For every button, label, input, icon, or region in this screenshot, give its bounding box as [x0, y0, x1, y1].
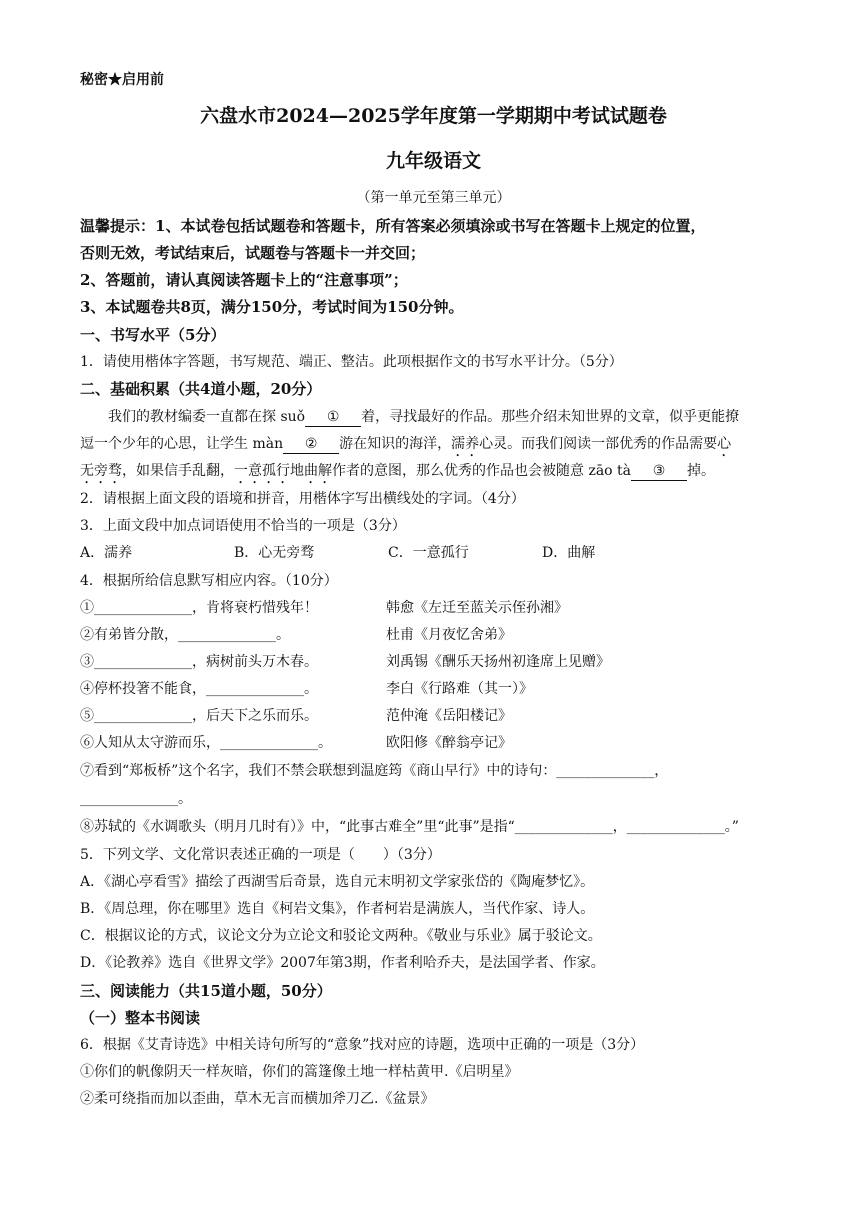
passage-text: 逗一个少年的心思，让学生 màn: [80, 436, 284, 452]
poem-line: ④停杯投箸不能食，______________。: [80, 681, 318, 697]
dotted-word-runyang: 濡养: [451, 436, 480, 452]
blank-2: ②: [283, 436, 339, 454]
question-3-options: [80, 543, 696, 563]
poem-source: 韩愈《左迁至蓝关示侄孙湘》: [386, 600, 568, 616]
option-c: C．一意孤行: [388, 545, 469, 561]
passage-text: 我们的教材编委一直都在探 suǒ: [108, 409, 306, 425]
dotted-word-wupangwu: 无旁骛: [80, 463, 122, 479]
dotted-word-yiyi: 一意孤行: [234, 463, 290, 479]
question-5-option-a: A．《湖心亭看雪》描绘了西湖雪后奇景，选自元末明初文学家张岱的《陶庵梦忆》。: [80, 874, 595, 890]
question-4-8: ⑧苏轼的《水调歌头（明月几时有）》中，“此事古难全”里“此事”是指“______________，______________。”: [80, 819, 739, 835]
option-b: B．心无旁骛: [234, 545, 315, 561]
section-3-title: 三、阅读能力（共15道小题，50分）: [80, 982, 332, 1000]
passage-text: 掉。: [687, 463, 716, 479]
poem-line: ⑤______________，后天下之乐而乐。: [80, 708, 318, 724]
question-4-7: ⑦看到“郑板桥”这个名字，我们不禁会联想到温庭筠《商山早行》中的诗句：______________，: [80, 763, 669, 779]
question-4: 4．根据所给信息默写相应内容。（10分）: [80, 573, 338, 589]
exam-title: 六盘水市2024—2025学年度第一学期期中考试试题卷: [200, 105, 667, 127]
option-a: A．濡养: [80, 545, 133, 561]
poem-line: ⑥人知从太守游而乐，______________。: [80, 735, 332, 751]
question-3: 3．上面文段中加点词语使用不恰当的一项是（3分）: [80, 518, 406, 534]
option-d: D．曲解: [542, 545, 596, 561]
secret-label: 秘密★启用前: [80, 72, 164, 88]
poem-source: 杜甫《月夜忆舍弟》: [386, 627, 512, 643]
poem-row: [80, 625, 512, 645]
blank-1: ①: [305, 409, 361, 427]
passage-text: 着，寻找最好的作品。那些介绍未知世界的文章，似乎更能撩: [361, 409, 740, 425]
poem-row: [80, 733, 512, 753]
poem-source: 范仲淹《岳阳楼记》: [386, 708, 512, 724]
poem-row: [80, 652, 610, 672]
passage-text: 游在知识的海洋，: [339, 436, 452, 452]
poem-source: 李白《行路难（其一）》: [386, 681, 533, 697]
passage-line-2: [80, 434, 731, 460]
passage-text: 心灵。而我们阅读一部优秀的作品需要: [479, 436, 718, 452]
tip-line-3: 2、答题前，请认真阅读答题卡上的“注意事项”；: [80, 271, 408, 289]
poem-line: ③______________，病树前头万木春。: [80, 654, 318, 670]
tip-line-2: 否则无效，考试结束后，试题卷与答题卡一并交回；: [80, 244, 426, 262]
question-5-option-c: C．根据议论的方式，议论文分为立论文和驳论文两种。《敬业与乐业》属于驳论文。: [80, 928, 602, 944]
question-6-item-2: ②柔可绕指而加以歪曲，草木无言而横加斧刀乙.《盆景》: [80, 1091, 435, 1107]
passage-line-3: [80, 461, 715, 487]
question-5: 5．下列文学、文化常识表述正确的一项是（ ）（3分）: [80, 847, 441, 863]
passage-text: 作者的意图，那么优秀的作品也会被随意 zāo tà: [332, 463, 632, 479]
tip-line-4: 3、本试题卷共8页，满分150分，考试时间为150分钟。: [80, 298, 464, 316]
question-1: 1．请使用楷体字答题，书写规范、端正、整洁。此项根据作文的书写水平计分。（5分）: [80, 354, 623, 370]
poem-source: 刘禹锡《酬乐天扬州初逢席上见赠》: [386, 654, 610, 670]
exam-subtitle: 九年级语文: [385, 150, 481, 172]
poem-line: ①______________，肯将衰朽惜残年！: [80, 600, 318, 616]
poem-row: [80, 679, 533, 699]
dotted-word-qujie: 曲解: [304, 463, 332, 479]
section-1-title: 一、书写水平（5分）: [80, 326, 226, 344]
section-2-title: 二、基础积累（共4道小题，20分）: [80, 380, 322, 398]
question-5-option-d: D．《论教养》选自《世界文学》2007年第3期，作者利哈乔夫，是法国学者、作家。: [80, 955, 605, 971]
question-6-item-1: ①你们的帆像阴天一样灰暗，你们的篙篷像土地一样枯黄甲.《启明星》: [80, 1064, 519, 1080]
question-5-option-b: B．《周总理，你在哪里》选自《柯岩文集》，作者柯岩是满族人，当代作家、诗人。: [80, 901, 595, 917]
question-6: 6．根据《艾青诗选》中相关诗句所写的“意象”找对应的诗题，选项中正确的一项是（3分）: [80, 1037, 645, 1053]
poem-row: [80, 706, 512, 726]
passage-line-1: [108, 407, 739, 427]
question-4-7-cont: ______________。: [80, 791, 192, 807]
passage-text: ，如果信手乱翻，: [122, 463, 234, 479]
exam-range: （第一单元至第三单元）: [356, 190, 511, 206]
blank-3: ③: [631, 463, 687, 481]
poem-line: ②有弟皆分散，______________。: [80, 627, 290, 643]
poem-source: 欧阳修《醉翁亭记》: [386, 735, 512, 751]
poem-row: [80, 598, 568, 618]
dotted-word-xin: 心: [717, 436, 732, 452]
passage-text: 地: [290, 463, 304, 479]
tip-line-1: 温馨提示：1、本试卷包括试题卷和答题卡，所有答案必须填涂或书写在答题卡上规定的位置，: [80, 217, 706, 235]
question-2: 2．请根据上面文段的语境和拼音，用楷体字写出横线处的字词。（4分）: [80, 491, 525, 507]
section-3-sub-1: （一）整本书阅读: [80, 1009, 201, 1027]
